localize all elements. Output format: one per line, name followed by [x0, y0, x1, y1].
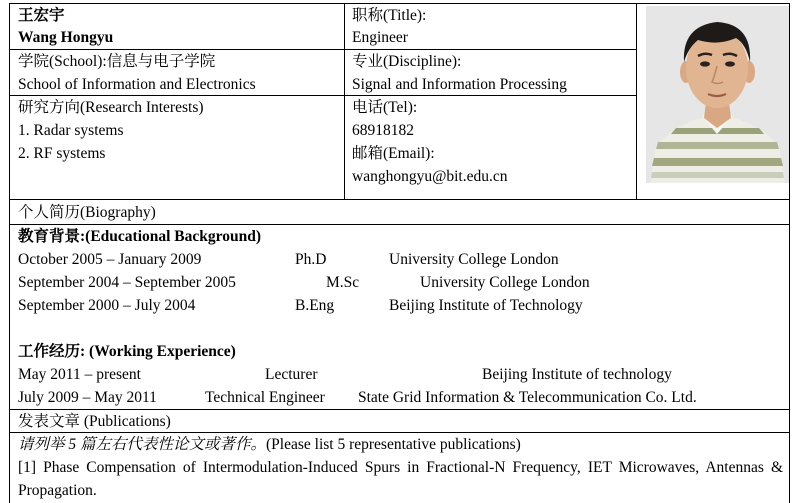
- school-value-en: School of Information and Electronics: [18, 76, 256, 93]
- table-border-right: [789, 3, 790, 503]
- education-institution: University College London: [420, 274, 590, 291]
- work-organization: State Grid Information & Telecommunication Co. Ltd.: [358, 389, 697, 406]
- school-label: 学院(School):: [18, 53, 107, 70]
- education-period: October 2005 – January 2009: [18, 251, 202, 268]
- work-position: Technical Engineer: [205, 389, 325, 406]
- tel-value: 68918182: [352, 122, 414, 139]
- column-divider-middle: [344, 3, 345, 199]
- publications-instruction: [18, 433, 521, 456]
- work-position: Lecturer: [265, 366, 318, 383]
- biography-heading: 个人简历(Biography): [18, 204, 156, 221]
- education-degree: M.Sc: [326, 274, 360, 291]
- publications-instruction-cn: 请列举 5 篇左右代表性论文或著作。: [18, 436, 267, 453]
- education-period: September 2000 – July 2004: [18, 297, 196, 314]
- title-value: Engineer: [352, 29, 408, 46]
- education-institution: Beijing Institute of Technology: [389, 297, 583, 314]
- name-en: Wang Hongyu: [18, 29, 114, 46]
- column-divider-photo: [636, 3, 637, 199]
- work-period: July 2009 – May 2011: [18, 389, 157, 406]
- research-item: 2. RF systems: [18, 145, 106, 162]
- education-institution: University College London: [389, 251, 559, 268]
- education-degree: Ph.D: [295, 251, 327, 268]
- name-cn: 王宏宇: [18, 7, 65, 24]
- table-border-left: [9, 3, 10, 503]
- work-organization: Beijing Institute of technology: [482, 366, 672, 383]
- title-label: 职称(Title):: [352, 7, 427, 24]
- tel-label: 电话(Tel):: [352, 99, 418, 116]
- portrait-photo-icon: [646, 6, 789, 183]
- work-heading: 工作经历: (Working Experience): [18, 343, 236, 360]
- publications-heading: 发表文章 (Publications): [18, 413, 171, 430]
- publications-instruction-en: (Please list 5 representative publications): [266, 436, 521, 453]
- email-label: 邮箱(Email):: [352, 145, 435, 162]
- school-line-cn: [18, 50, 215, 73]
- discipline-label: 专业(Discipline):: [352, 53, 462, 70]
- research-item: 1. Radar systems: [18, 122, 124, 139]
- research-label: 研究方向(Research Interests): [18, 99, 204, 116]
- school-value-cn: 信息与电子学院: [106, 53, 216, 70]
- education-period: September 2004 – September 2005: [18, 274, 236, 291]
- row-divider-header-bottom: [9, 199, 790, 200]
- portrait-photo: [646, 6, 789, 183]
- work-period: May 2011 – present: [18, 366, 141, 383]
- publication-item: [1] Phase Compensation of Intermodulation-Induced Spurs in Fractional-N Frequency, IET Microwaves, Antennas & Propagation.: [18, 459, 783, 499]
- email-value[interactable]: wanghongyu@bit.edu.cn: [352, 168, 508, 185]
- education-heading: 教育背景:(Educational Background): [18, 228, 262, 245]
- education-degree: B.Eng: [295, 297, 335, 314]
- discipline-value: Signal and Information Processing: [352, 76, 567, 93]
